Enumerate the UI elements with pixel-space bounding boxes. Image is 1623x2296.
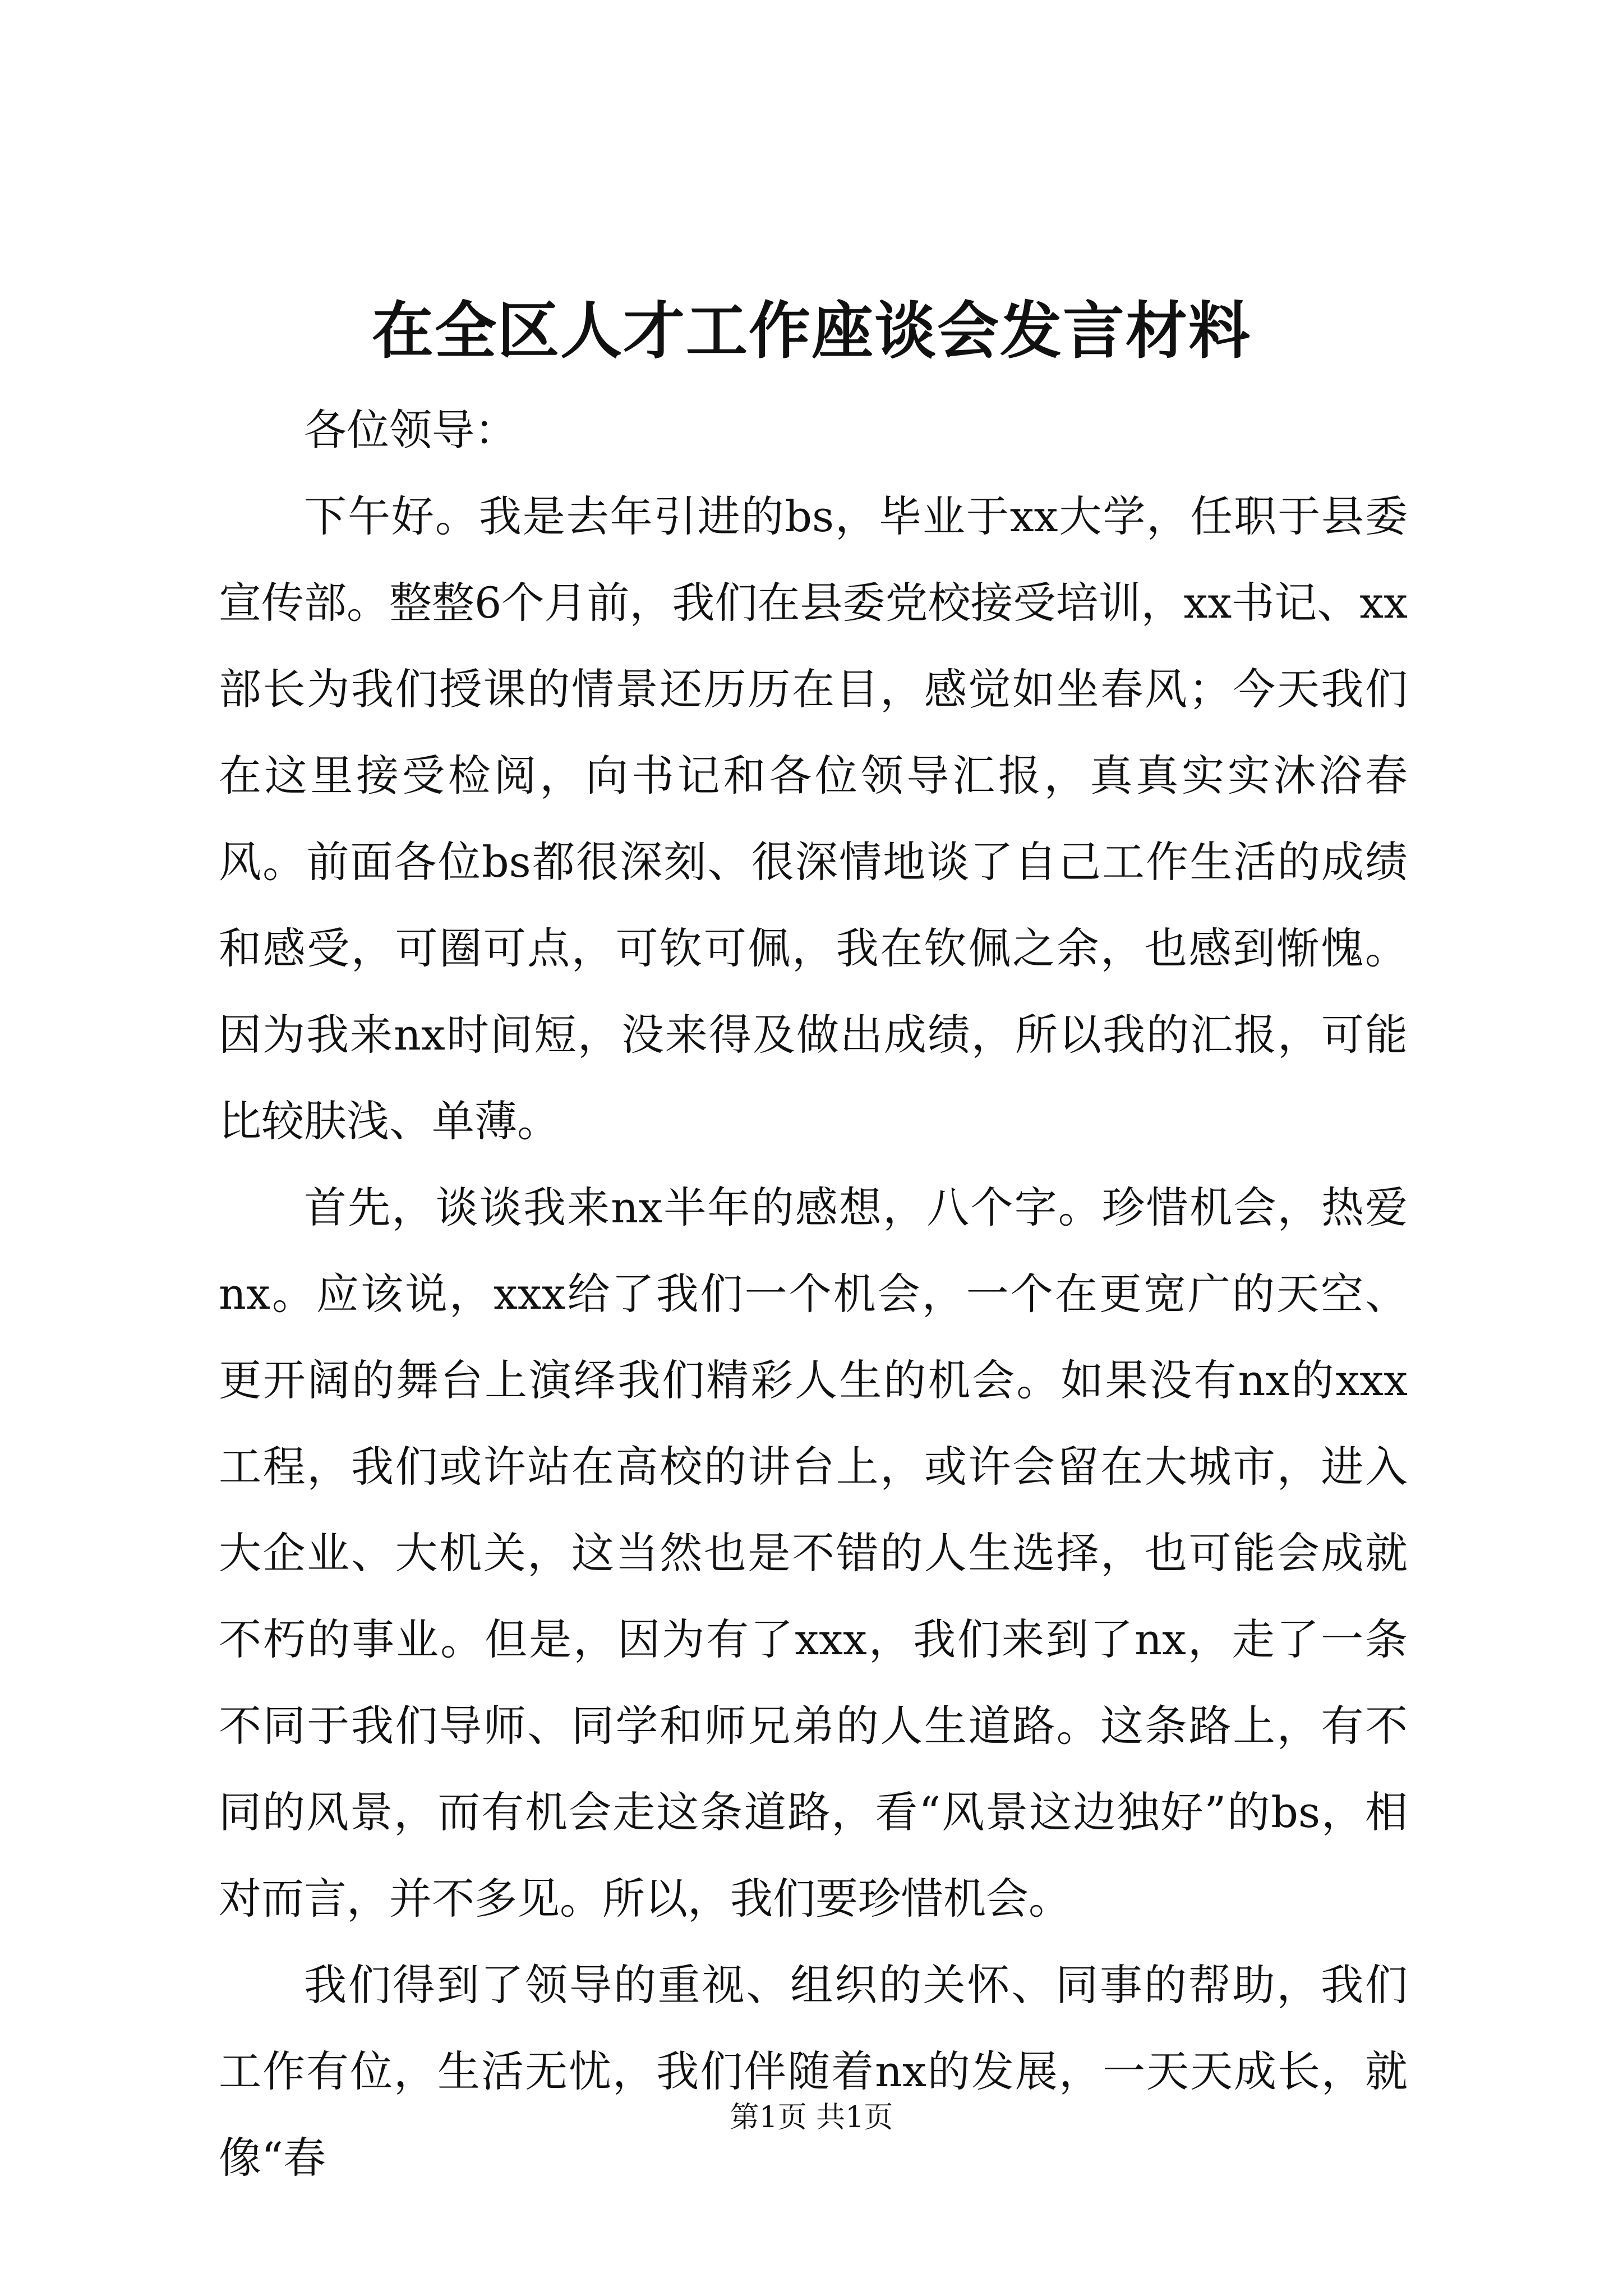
body-paragraph: 我们得到了领导的重视、组织的关怀、同事的帮助，我们工作有位，生活无忧，我们伴随着nx的发展，一天天成长，就像“春 (219, 1960, 1408, 2183)
document-body (219, 387, 1408, 2201)
body-paragraph: 下午好。我是去年引进的bs，毕业于xx大学，任职于县委宣传部。整整6个月前，我们在县委党校接受培训，xx书记、xx部长为我们授课的情景还历历在目，感觉如坐春风；今天我们在这里接受检阅，向书记和各位领导汇报，真真实实沐浴春风。前面各位bs都很深刻、很深情地谈了自己工作生活的成绩和感受，可圈可点，可钦可佩，我在钦佩之余，也感到惭愧。因为我来nx时间短，没来得及做出成绩，所以我的汇报，可能比较肤浅、单薄。 (219, 491, 1408, 1146)
document-title: 在全区人才工作座谈会发言材料 (372, 295, 1251, 367)
body-paragraph: 首先，谈谈我来nx半年的感想，八个字。珍惜机会，热爱nx。应该说，xxx给了我们一个机会，一个在更宽广的天空、更开阔的舞台上演绎我们精彩人生的机会。如果没有nx的xxx工程，我们或许站在高校的讲台上，或许会留在大城市，进入大企业、大机关，这当然也是不错的人生选择，也可能会成就不朽的事业。但是，因为有了xxx，我们来到了nx，走了一条不同于我们导师、同学和师兄弟的人生道路。这条路上，有不同的风景，而有机会走这条道路，看“风景这边独好”的bs，相对而言，并不多见。所以，我们要珍惜机会。 (219, 1182, 1408, 1924)
page-footer: 第1页 共1页 (730, 2101, 893, 2134)
salutation-paragraph: 各位领导： (304, 405, 517, 455)
